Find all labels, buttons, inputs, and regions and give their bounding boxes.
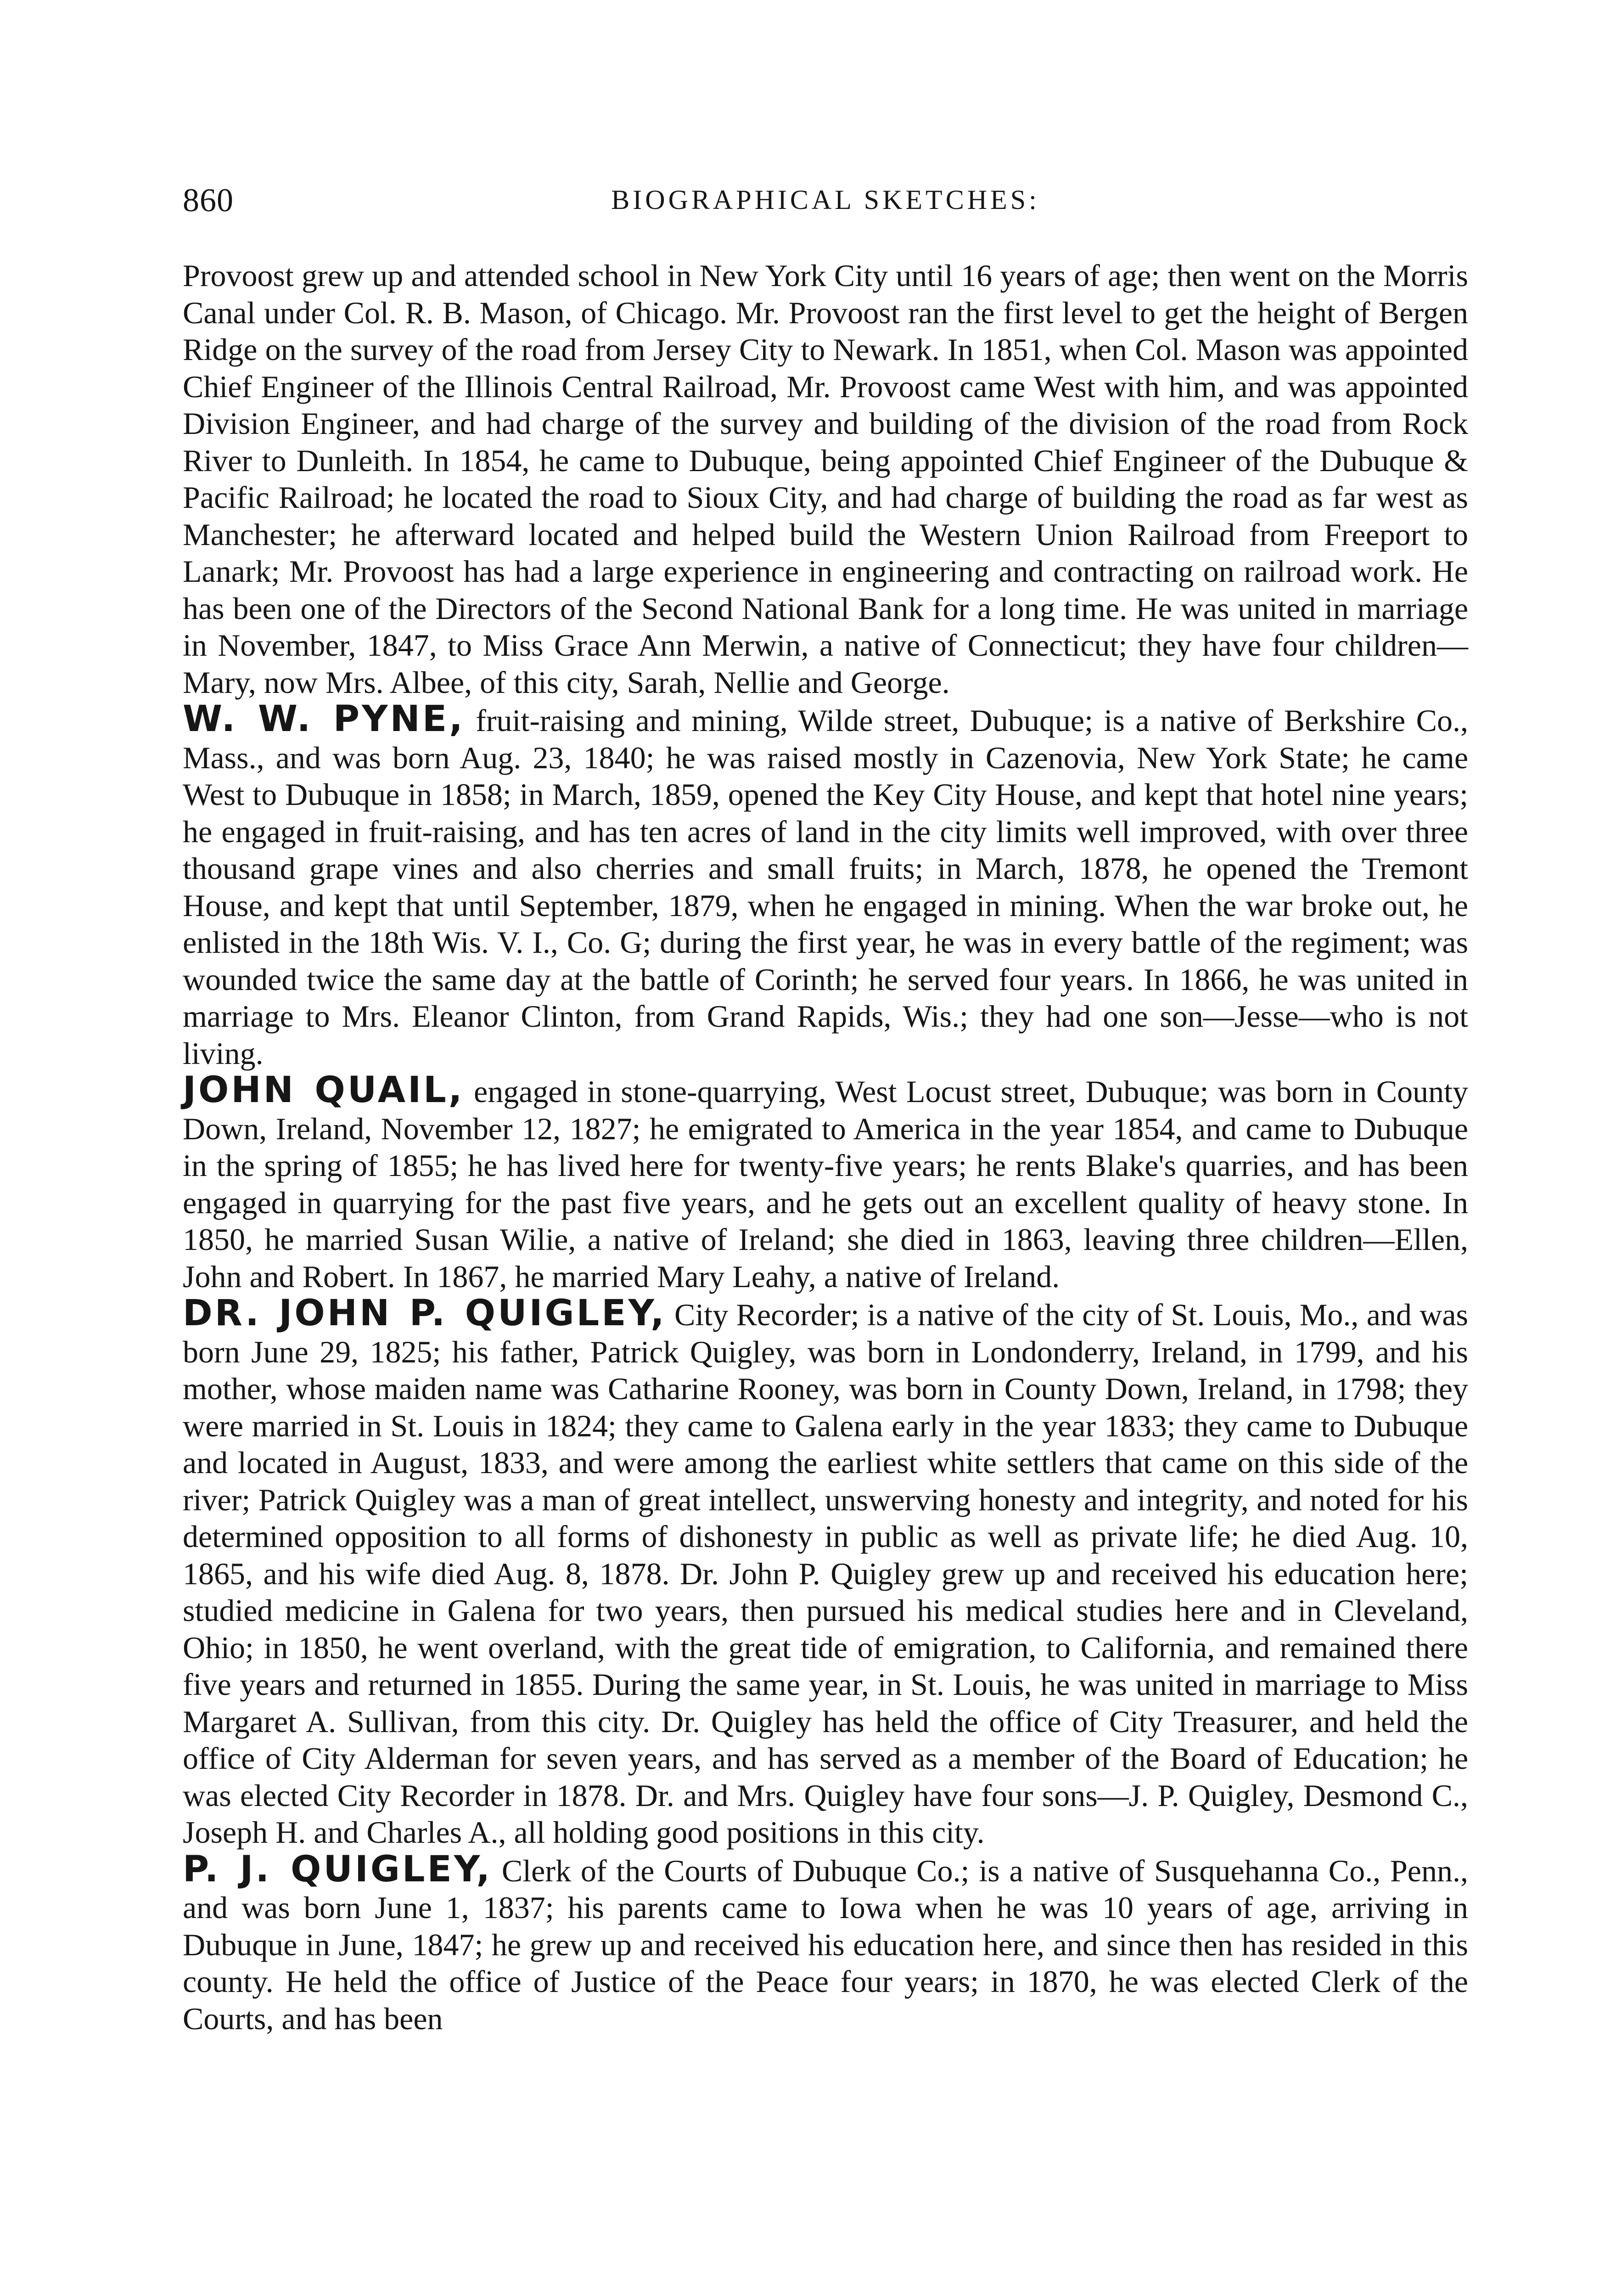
sketch-paragraph [183,1848,1468,2037]
sketch-paragraph [183,1295,1468,1851]
sketch-name: JOHN QUAIL, [183,1069,465,1111]
sketch-text: Provoost grew up and attended school in New York City until 16 years of age; then went on the Morris Canal under Col. R. B. Mason, of Chicago. Mr. Provoost ran the first level to get the height of Bergen Ridge on the survey of the road from Jersey City to Newark. In 1851, when Col. Mason was appointed Chief Engineer of the Illinois Central Railroad, Mr. Provoost came West with him, and was appointed Division Engineer, and had charge of the survey and building of the division of the road from Rock River to Dunleith. In 1854, he came to Dubuque, being appointed Chief Engineer of the Dubuque & Pacific Railroad; he located the road to Sioux City, and had charge of building the road as far west as Manchester; he afterward located and helped build the Western Union Railroad from Freeport to Lanark; Mr. Provoost has had a large experience in engineering and contracting on railroad work. He has been one of the Directors of the Second National Bank for a long time. He was united in marriage in November, 1847, to Miss Grace Ann Merwin, a native of Connecticut; they have four children—Mary, now Mrs. Albee, of this city, Sarah, Nellie and George. [183,258,1468,700]
sketch-text: engaged in stone-quarrying, West Locust street, Dubuque; was born in County Down, Ireland, November 12, 1827; he emigrated to America in the year 1854, and came to Dubuque in the spring of 1855; he has lived here for twenty-five years; he rents Blake's quarries, and has been engaged in quarrying for the past five years, and he gets out an excellent quality of heavy stone. In 1850, he married Susan Wilie, a native of Ireland; she died in 1863, leaving three children—Ellen, John and Robert. In 1867, he married Mary Leahy, a native of Ireland. [183,1074,1469,1294]
sketch-name: DR. JOHN P. QUIGLEY, [183,1293,667,1334]
sketch-paragraph [183,698,1468,1072]
sketch-text: fruit-raising and mining, Wilde street, Dubuque; is a native of Berkshire Co., Mass., and was born Aug. 23, 1840; he was raised mostly in Cazenovia, New York State; he came West to Dubuque in 1858; in March, 1859, opened the Key City House, and kept that hotel nine years; he engaged in fruit-raising, and has ten acres of land in the city limits well improved, with over three thousand grape vines and also cherries and small fruits; in March, 1878, he opened the Tremont House, and kept that until September, 1879, when he engaged in mining. When the war broke out, he enlisted in the 18th Wis. V. I., Co. G; during the first year, he was in every battle of the regiment; was wounded twice the same day at the battle of Corinth; he served four years. In 1866, he was united in marriage to Mrs. Eleanor Clinton, from Grand Rapids, Wis.; they had one son—Jesse—who is not living. [183,703,1468,1071]
running-head-title: BIOGRAPHICAL SKETCHES: [611,185,1040,215]
sketch-name: P. J. QUIGLEY, [183,1848,493,1890]
sketch-text: Clerk of the Courts of Dubuque Co.; is a native of Susquehanna Co., Penn., and was born June 1, 1837; his parents came to Iowa when he was 10 years of age, arriving in Dubuque in June, 1847; he grew up and received his education here, and since then has resided in this county. He held the office of Justice of the Peace four years; in 1870, he was elected Clerk of the Courts, and has been [183,1853,1468,2036]
sketch-text: City Recorder; is a native of the city of St. Louis, Mo., and was born June 29, 1825; his father, Patrick Quigley, was born in Londonderry, Ireland, in 1799, and his mother, whose maiden name was Catharine Rooney, was born in County Down, Ireland, in 1798; they were married in St. Louis in 1824; they came to Galena early in the year 1833; they came to Dubuque and located in August, 1833, and were among the earliest white settlers that came on this side of the river; Patrick Quigley was a man of great intellect, unswerving honesty and integrity, and noted for his determined opposition to all forms of dishonesty in public as well as private life; he died Aug. 10, 1865, and his wife died Aug. 8, 1878. Dr. John P. Quigley grew up and received his education here; studied medicine in Galena for two years, then pursued his medical studies here and in Cleveland, Ohio; in 1850, he went overland, with the great tide of emigration, to California, and remained there five years and returned in 1855. During the same year, in St. Louis, he was united in marriage to Miss Margaret A. Sullivan, from this city. Dr. Quigley has held the office of City Treasurer, and held the office of City Alderman for seven years, and has served as a member of the Board of Education; he was elected City Recorder in 1878. Dr. and Mrs. Quigley have four sons—J. P. Quigley, Desmond C., Joseph H. and Charles A., all holding good positions in this city. [183,1297,1468,1850]
page-number: 860 [183,182,234,219]
sketch-name: W. W. PYNE, [183,698,465,740]
body-text [183,257,1468,2037]
sketch-paragraph [183,1069,1469,1295]
running-head [183,181,1468,223]
sketch-paragraph [183,257,1468,701]
